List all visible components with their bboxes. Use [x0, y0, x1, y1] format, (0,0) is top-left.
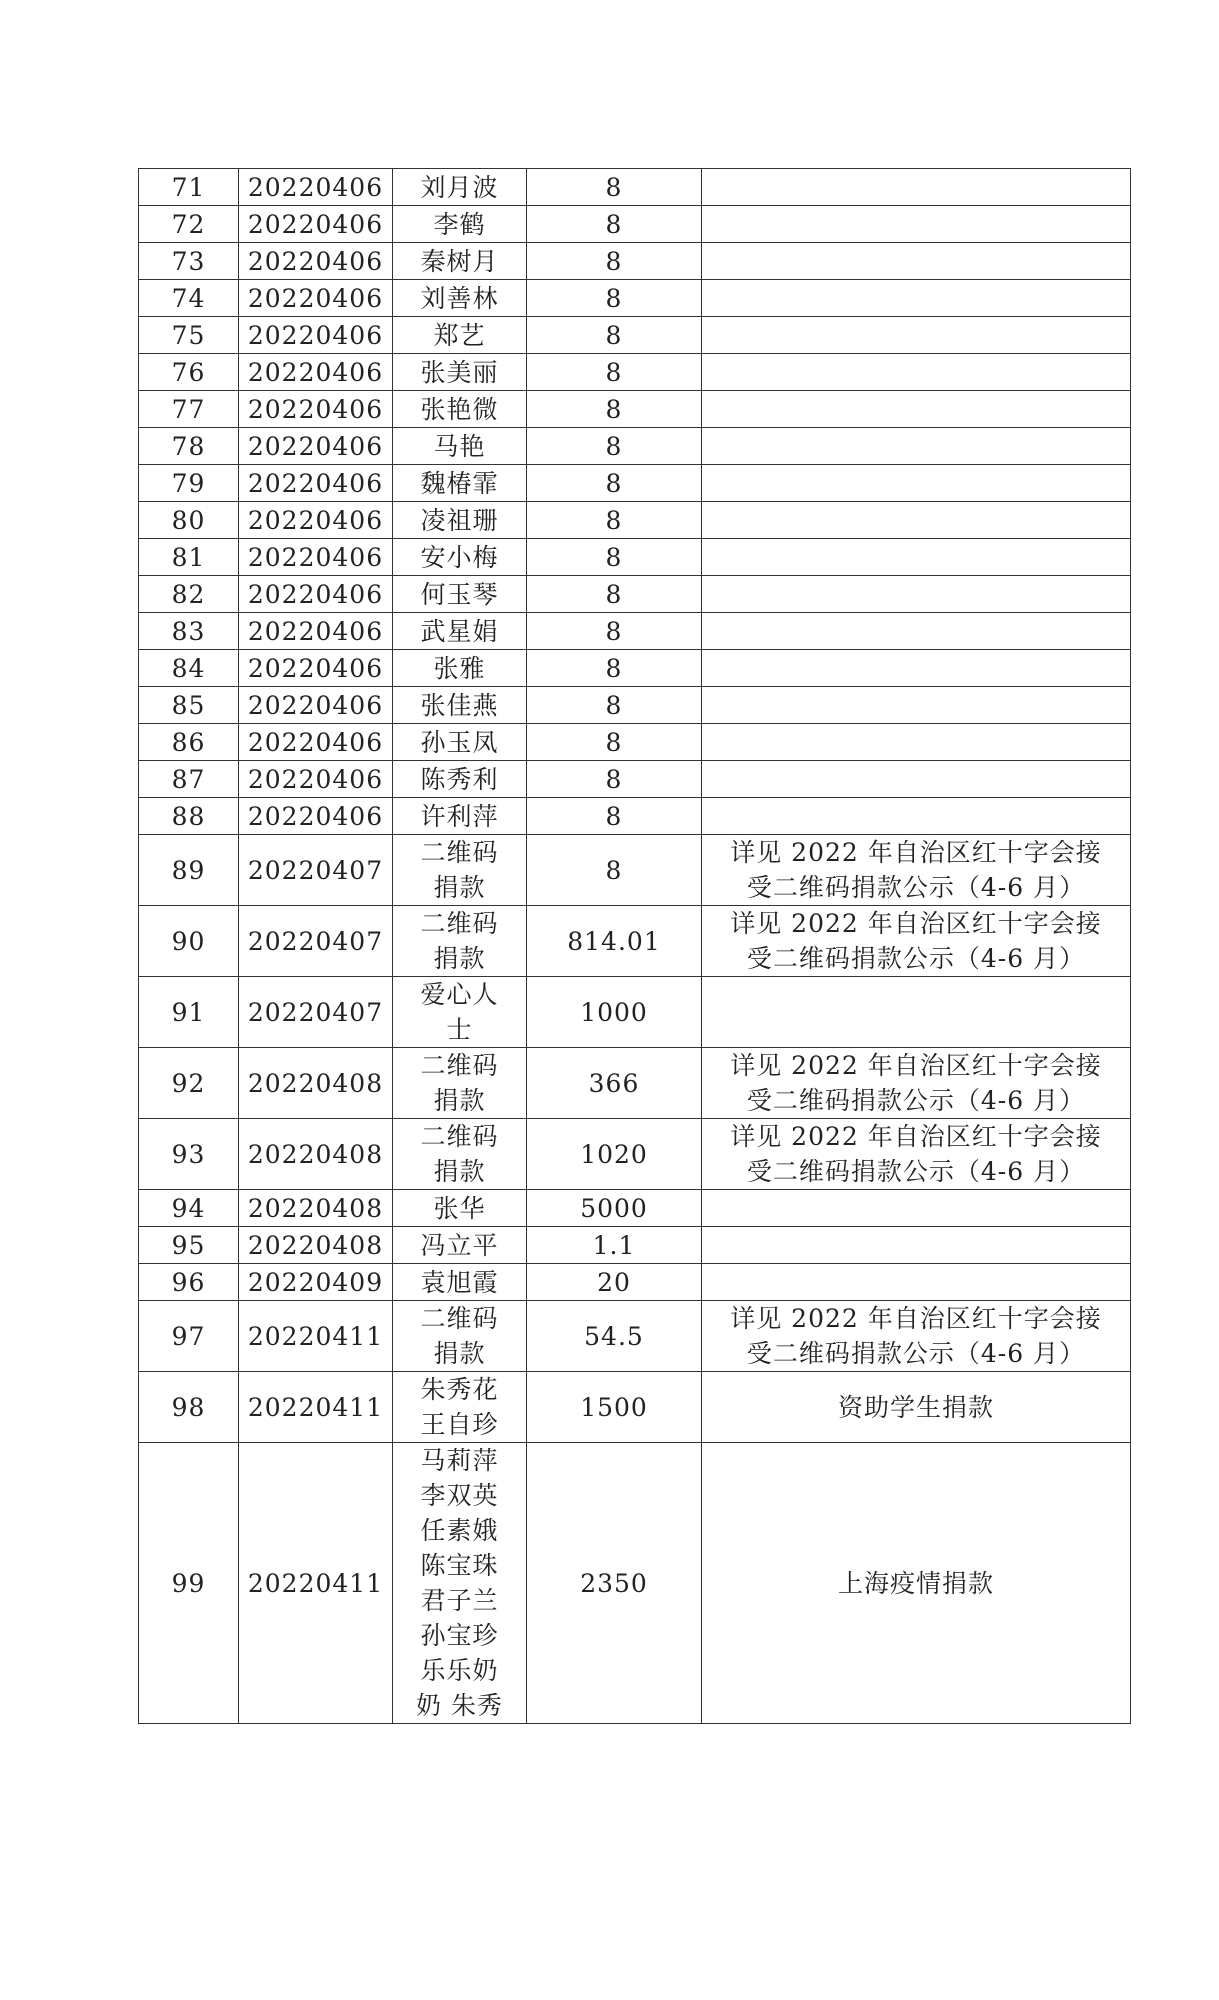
table-row: [139, 539, 1131, 576]
amount-cell: 54.5: [527, 1301, 702, 1372]
date-cell: 20220407: [239, 906, 393, 977]
donor-name-cell: 刘月波: [393, 169, 527, 206]
remark-cell: 详见 2022 年自治区红十字会接 受二维码捐款公示（4-6 月）: [702, 835, 1131, 906]
date-cell: 20220411: [239, 1443, 393, 1724]
remark-cell: [702, 1190, 1131, 1227]
donor-name-cell: 冯立平: [393, 1227, 527, 1264]
table-row: [139, 724, 1131, 761]
amount-cell: 8: [527, 465, 702, 502]
amount-cell: 1020: [527, 1119, 702, 1190]
donor-name-cell: 张美丽: [393, 354, 527, 391]
amount-cell: 8: [527, 724, 702, 761]
row-number-cell: 79: [139, 465, 239, 502]
amount-cell: 8: [527, 835, 702, 906]
amount-cell: 20: [527, 1264, 702, 1301]
remark-cell: [702, 798, 1131, 835]
table-row: [139, 1119, 1131, 1190]
table-row: [139, 1443, 1131, 1724]
amount-cell: 1000: [527, 977, 702, 1048]
donor-name-cell: 二维码 捐款: [393, 1301, 527, 1372]
date-cell: 20220408: [239, 1048, 393, 1119]
table-row: [139, 317, 1131, 354]
donor-name-cell: 孙玉凤: [393, 724, 527, 761]
donor-name-cell: 张艳微: [393, 391, 527, 428]
row-number-cell: 97: [139, 1301, 239, 1372]
amount-cell: 8: [527, 539, 702, 576]
table-row: [139, 206, 1131, 243]
table-row: [139, 1264, 1131, 1301]
donor-name-cell: 魏椿霏: [393, 465, 527, 502]
row-number-cell: 80: [139, 502, 239, 539]
row-number-cell: 81: [139, 539, 239, 576]
remark-cell: 详见 2022 年自治区红十字会接 受二维码捐款公示（4-6 月）: [702, 1048, 1131, 1119]
amount-cell: 8: [527, 354, 702, 391]
row-number-cell: 77: [139, 391, 239, 428]
donor-name-cell: 二维码 捐款: [393, 906, 527, 977]
date-cell: 20220406: [239, 243, 393, 280]
table-row: [139, 687, 1131, 724]
table-row: [139, 1190, 1131, 1227]
table-row: [139, 1301, 1131, 1372]
amount-cell: 8: [527, 502, 702, 539]
row-number-cell: 99: [139, 1443, 239, 1724]
date-cell: 20220407: [239, 835, 393, 906]
row-number-cell: 98: [139, 1372, 239, 1443]
date-cell: 20220408: [239, 1190, 393, 1227]
remark-cell: [702, 1264, 1131, 1301]
donor-name-cell: 凌祖珊: [393, 502, 527, 539]
row-number-cell: 90: [139, 906, 239, 977]
donor-name-cell: 朱秀花 王自珍: [393, 1372, 527, 1443]
donor-name-cell: 爱心人 士: [393, 977, 527, 1048]
row-number-cell: 86: [139, 724, 239, 761]
amount-cell: 8: [527, 650, 702, 687]
table-row: [139, 977, 1131, 1048]
donor-name-cell: 李鹤: [393, 206, 527, 243]
amount-cell: 8: [527, 317, 702, 354]
row-number-cell: 74: [139, 280, 239, 317]
donor-name-cell: 秦树月: [393, 243, 527, 280]
remark-cell: [702, 576, 1131, 613]
remark-cell: [702, 724, 1131, 761]
remark-cell: [702, 465, 1131, 502]
row-number-cell: 73: [139, 243, 239, 280]
remark-cell: [702, 169, 1131, 206]
donor-name-cell: 张佳燕: [393, 687, 527, 724]
table-row: [139, 1048, 1131, 1119]
row-number-cell: 94: [139, 1190, 239, 1227]
date-cell: 20220408: [239, 1227, 393, 1264]
row-number-cell: 88: [139, 798, 239, 835]
table-row: [139, 465, 1131, 502]
row-number-cell: 82: [139, 576, 239, 613]
table-row: [139, 798, 1131, 835]
remark-cell: [702, 613, 1131, 650]
donor-name-cell: 袁旭霞: [393, 1264, 527, 1301]
amount-cell: 8: [527, 428, 702, 465]
date-cell: 20220407: [239, 977, 393, 1048]
donor-name-cell: 安小梅: [393, 539, 527, 576]
amount-cell: 8: [527, 761, 702, 798]
date-cell: 20220411: [239, 1372, 393, 1443]
remark-cell: 详见 2022 年自治区红十字会接 受二维码捐款公示（4-6 月）: [702, 906, 1131, 977]
row-number-cell: 76: [139, 354, 239, 391]
donor-name-cell: 陈秀利: [393, 761, 527, 798]
donor-name-cell: 张雅: [393, 650, 527, 687]
remark-cell: [702, 391, 1131, 428]
amount-cell: 2350: [527, 1443, 702, 1724]
date-cell: 20220406: [239, 687, 393, 724]
donor-name-cell: 何玉琴: [393, 576, 527, 613]
date-cell: 20220406: [239, 280, 393, 317]
remark-cell: 资助学生捐款: [702, 1372, 1131, 1443]
amount-cell: 8: [527, 576, 702, 613]
date-cell: 20220406: [239, 465, 393, 502]
table-row: [139, 243, 1131, 280]
donor-name-cell: 二维码 捐款: [393, 835, 527, 906]
amount-cell: 814.01: [527, 906, 702, 977]
table-row: [139, 1227, 1131, 1264]
row-number-cell: 89: [139, 835, 239, 906]
donor-name-cell: 张华: [393, 1190, 527, 1227]
amount-cell: 8: [527, 687, 702, 724]
remark-cell: [702, 1227, 1131, 1264]
date-cell: 20220406: [239, 724, 393, 761]
date-cell: 20220406: [239, 206, 393, 243]
amount-cell: 8: [527, 613, 702, 650]
donor-name-cell: 武星娟: [393, 613, 527, 650]
table-row: [139, 906, 1131, 977]
remark-cell: 上海疫情捐款: [702, 1443, 1131, 1724]
date-cell: 20220406: [239, 539, 393, 576]
amount-cell: 8: [527, 243, 702, 280]
table-row: [139, 650, 1131, 687]
donor-name-cell: 许利萍: [393, 798, 527, 835]
row-number-cell: 96: [139, 1264, 239, 1301]
remark-cell: 详见 2022 年自治区红十字会接 受二维码捐款公示（4-6 月）: [702, 1301, 1131, 1372]
amount-cell: 8: [527, 280, 702, 317]
table-row: [139, 280, 1131, 317]
donation-table: [138, 168, 1131, 1724]
table-row: [139, 169, 1131, 206]
remark-cell: 详见 2022 年自治区红十字会接 受二维码捐款公示（4-6 月）: [702, 1119, 1131, 1190]
amount-cell: 366: [527, 1048, 702, 1119]
remark-cell: [702, 280, 1131, 317]
date-cell: 20220406: [239, 650, 393, 687]
date-cell: 20220408: [239, 1119, 393, 1190]
remark-cell: [702, 650, 1131, 687]
row-number-cell: 71: [139, 169, 239, 206]
date-cell: 20220406: [239, 428, 393, 465]
remark-cell: [702, 502, 1131, 539]
donor-name-cell: 马莉萍 李双英 任素娥 陈宝珠 君子兰 孙宝珍 乐乐奶 奶 朱秀: [393, 1443, 527, 1724]
donation-table-body: [139, 169, 1131, 1724]
date-cell: 20220406: [239, 354, 393, 391]
remark-cell: [702, 354, 1131, 391]
amount-cell: 8: [527, 169, 702, 206]
date-cell: 20220406: [239, 169, 393, 206]
remark-cell: [702, 243, 1131, 280]
amount-cell: 5000: [527, 1190, 702, 1227]
row-number-cell: 95: [139, 1227, 239, 1264]
date-cell: 20220406: [239, 317, 393, 354]
date-cell: 20220406: [239, 502, 393, 539]
row-number-cell: 83: [139, 613, 239, 650]
table-row: [139, 613, 1131, 650]
amount-cell: 1500: [527, 1372, 702, 1443]
date-cell: 20220409: [239, 1264, 393, 1301]
row-number-cell: 84: [139, 650, 239, 687]
amount-cell: 8: [527, 206, 702, 243]
table-row: [139, 1372, 1131, 1443]
date-cell: 20220406: [239, 761, 393, 798]
row-number-cell: 85: [139, 687, 239, 724]
row-number-cell: 87: [139, 761, 239, 798]
table-row: [139, 576, 1131, 613]
row-number-cell: 91: [139, 977, 239, 1048]
donor-name-cell: 二维码 捐款: [393, 1119, 527, 1190]
table-row: [139, 761, 1131, 798]
remark-cell: [702, 428, 1131, 465]
row-number-cell: 92: [139, 1048, 239, 1119]
donor-name-cell: 郑艺: [393, 317, 527, 354]
donor-name-cell: 二维码 捐款: [393, 1048, 527, 1119]
remark-cell: [702, 539, 1131, 576]
date-cell: 20220406: [239, 576, 393, 613]
table-row: [139, 428, 1131, 465]
row-number-cell: 72: [139, 206, 239, 243]
remark-cell: [702, 761, 1131, 798]
date-cell: 20220406: [239, 798, 393, 835]
remark-cell: [702, 977, 1131, 1048]
remark-cell: [702, 317, 1131, 354]
date-cell: 20220406: [239, 613, 393, 650]
row-number-cell: 78: [139, 428, 239, 465]
table-row: [139, 354, 1131, 391]
remark-cell: [702, 687, 1131, 724]
remark-cell: [702, 206, 1131, 243]
amount-cell: 1.1: [527, 1227, 702, 1264]
row-number-cell: 75: [139, 317, 239, 354]
table-row: [139, 835, 1131, 906]
table-row: [139, 502, 1131, 539]
donor-name-cell: 刘善林: [393, 280, 527, 317]
donor-name-cell: 马艳: [393, 428, 527, 465]
date-cell: 20220411: [239, 1301, 393, 1372]
row-number-cell: 93: [139, 1119, 239, 1190]
amount-cell: 8: [527, 391, 702, 428]
date-cell: 20220406: [239, 391, 393, 428]
table-row: [139, 391, 1131, 428]
amount-cell: 8: [527, 798, 702, 835]
